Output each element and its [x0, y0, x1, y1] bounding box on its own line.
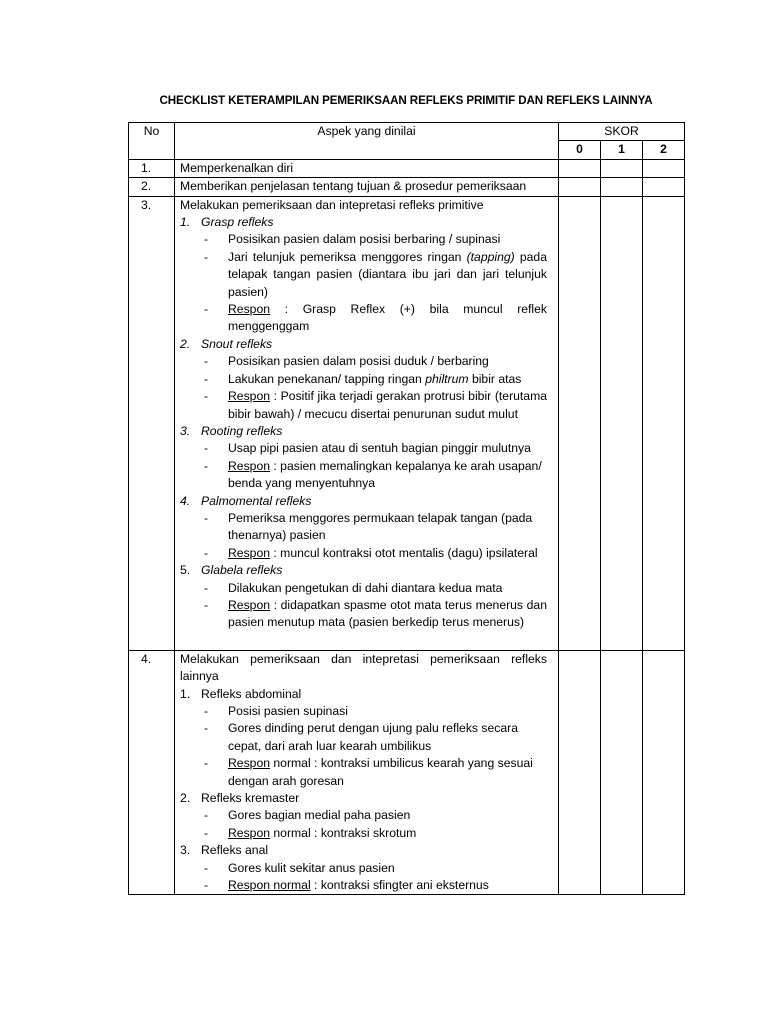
- header-skor: SKOR: [559, 123, 685, 141]
- table-row: [129, 650, 685, 895]
- page-title: CHECKLIST KETERAMPILAN PEMERIKSAAN REFLEKS PRIMITIF DAN REFLEKS LAINNYA: [159, 94, 653, 107]
- row-number: 3.: [129, 196, 175, 650]
- list-item: - Posisikan pasien dalam posisi duduk / berbaring: [204, 354, 489, 369]
- list-item: - Respon normal : kontraksi umbilicus kearah yang sesuai dengan arah goresan: [204, 756, 533, 788]
- score-cell-2[interactable]: [643, 159, 685, 177]
- subsection-glabela: 5. Glabela refleks: [180, 563, 283, 578]
- row-aspect: [175, 650, 559, 895]
- score-cell-1[interactable]: [601, 196, 643, 650]
- list-item: - Dilakukan pengetukan di dahi diantara kedua mata: [204, 580, 503, 595]
- table-row: [129, 196, 685, 650]
- header-score-1: 1: [601, 141, 643, 159]
- score-cell-2[interactable]: [643, 650, 685, 895]
- row-number: 2.: [129, 178, 175, 196]
- list-item: - Gores bagian medial paha pasien: [204, 808, 411, 823]
- row-aspect: Memberikan penjelasan tentang tujuan & prosedur pemeriksaan: [175, 178, 559, 196]
- list-item: - Jari telunjuk pemeriksa menggores ringan (tapping) pada telapak tangan pasien (diantara ibu jari dan jari telunjuk pasien): [204, 249, 547, 299]
- list-item: - Posisikan pasien dalam posisi berbaring / supinasi: [204, 232, 501, 247]
- score-cell-1[interactable]: [601, 178, 643, 196]
- list-item: - Respon normal : kontraksi sfingter ani eksternus: [204, 878, 489, 893]
- row-aspect: Memperkenalkan diri: [175, 159, 559, 177]
- score-cell-0[interactable]: [559, 196, 601, 650]
- list-item: - Pemeriksa menggores permukaan telapak tangan (pada thenarnya) pasien: [204, 510, 533, 543]
- subsection-grasp: 1. Grasp refleks: [180, 215, 274, 230]
- score-cell-1[interactable]: [601, 650, 643, 895]
- score-cell-0[interactable]: [559, 178, 601, 196]
- list-item: - Lakukan penekanan/ tapping ringan philtrum bibir atas: [204, 371, 522, 386]
- list-item: - Gores dinding perut dengan ujung palu refleks secara cepat, dari arah luar kearah umbilikus: [204, 721, 518, 753]
- subsection-palmomental: 4. Palmomental refleks: [180, 493, 312, 508]
- list-item: - Posisi pasien supinasi: [204, 704, 348, 718]
- header-row: [129, 123, 685, 141]
- list-item: - Respon : Grasp Reflex (+) bila muncul reflek menggenggam: [204, 302, 547, 334]
- score-cell-2[interactable]: [643, 178, 685, 196]
- subsection-rooting: 3. Rooting refleks: [180, 423, 283, 438]
- list-item: - Usap pipi pasien atau di sentuh bagian pinggir mulutnya: [204, 441, 531, 456]
- list-item: - Respon normal : kontraksi skrotum: [204, 825, 417, 840]
- list-item: - Gores kulit sekitar anus pasien: [204, 860, 395, 875]
- score-cell-1[interactable]: [601, 159, 643, 177]
- table-row: [129, 178, 685, 196]
- row-number: 4.: [129, 650, 175, 895]
- row-number: 1.: [129, 159, 175, 177]
- table-row: [129, 159, 685, 177]
- header-score-2: 2: [643, 141, 685, 159]
- score-cell-0[interactable]: [559, 159, 601, 177]
- score-cell-2[interactable]: [643, 196, 685, 650]
- list-item: - Respon : didapatkan spasme otot mata terus menerus dan pasien menutup mata (pasien berkedip terus menerus): [204, 597, 547, 630]
- subsection-abdominal: 1. Refleks abdominal: [180, 686, 302, 701]
- subsection-snout: 2. Snout refleks: [180, 336, 273, 351]
- subsection-anal: 3. Refleks anal: [180, 843, 269, 858]
- checklist-table: [128, 122, 685, 895]
- header-no: No: [129, 123, 175, 160]
- header-aspek: Aspek yang dinilai: [175, 123, 559, 160]
- row-aspect-heading: Melakukan pemeriksaan dan intepretasi refleks primitive: [180, 197, 484, 212]
- row-aspect-heading: Melakukan pemeriksaan dan intepretasi pemeriksaan refleks lainnya: [180, 651, 547, 684]
- list-item: - Respon : pasien memalingkan kepalanya ke arah usapan/ benda yang menyentuhnya: [204, 458, 542, 491]
- list-item: - Respon : Positif jika terjadi gerakan protrusi bibir (terutama bibir bawah) / mecucu disertai penurunan sudut mulut: [204, 389, 547, 421]
- list-item: - Respon : muncul kontraksi otot mentalis (dagu) ipsilateral: [204, 545, 538, 560]
- row-aspect: [175, 196, 559, 650]
- score-cell-0[interactable]: [559, 650, 601, 895]
- header-score-0: 0: [559, 141, 601, 159]
- subsection-kremaster: 2. Refleks kremaster: [180, 791, 300, 806]
